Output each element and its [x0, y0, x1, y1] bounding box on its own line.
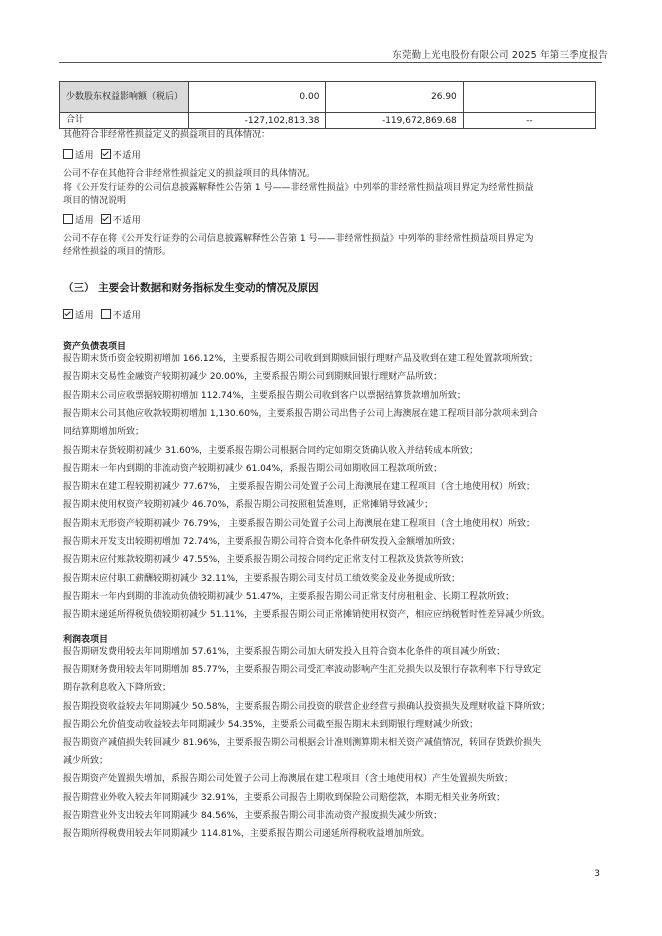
checkbox-applicable: [63, 149, 73, 159]
text-line: 报告期末一年内到期的非流动资产较期初减少 61.04%，系报告期公司如期收回工程款项所致；: [63, 463, 443, 474]
year-to-date-value: -119,672,869.68: [326, 113, 463, 129]
other-items-text: 公司不存在其他符合非经常性损益定义的损益项目的具体情况。: [63, 169, 316, 179]
current-period-value: -127,102,813.38: [189, 113, 326, 129]
row-label: 合计: [60, 113, 189, 129]
not-applicable-label: 不适用: [112, 311, 142, 321]
text-line: 报告期末公司应收票据较期初增加 112.74%，主要系报告期公司收到客户以票据结算货款增加所致；: [63, 390, 466, 401]
text-line: 报告期营业外收入较去年同期减少 32.91%，主要系公司报告上期收到保险公司赔偿款，本期无相关业务所致；: [63, 792, 506, 803]
text-line: 报告期末应付职工薪酬较期初减少 32.11%，主要系报告期公司支付员工绩效奖金及业务提成所致；: [63, 573, 461, 584]
remark-cell: --: [463, 113, 595, 129]
text-line: 报告期末递延所得税负债较期初减少 51.11%，主要系报告期公司正常摊销使用权资产，相应应纳税暂时性差异减少所致。: [63, 610, 551, 621]
checkbox-applicable: [63, 214, 73, 224]
text-line: 报告期公允价值变动收益较去年同期减少 54.35%，主要系公司截至报告期末未到期银行理财减少所致；: [63, 719, 479, 730]
other-items-applicability: [63, 149, 603, 163]
text-line: 报告期末在建工程较期初减少 77.67%， 主要系报告期公司处置子公司上海澳展在建工程项目（含土地使用权）所致；: [63, 482, 536, 493]
text-line: 报告期所得税费用较去年同期减少 114.81%，主要系报告期公司递延所得税收益增加所致。: [63, 829, 430, 839]
text-line: 报告期末货币资金较期初增加 166.12%，主要系报告期公司收到到期赎回银行理财产品及收到在建工程处置款项所致；: [63, 354, 538, 364]
non-recurring-summary-table: [59, 81, 596, 129]
not-applicable-label: 不适用: [112, 216, 142, 226]
applicable-label: 适用: [75, 151, 95, 161]
checkbox-not-applicable: [101, 149, 111, 159]
applicable-label: 适用: [75, 216, 95, 226]
text-line: 报告期末一年内到期的非流动负债较期初减少 51.47%，主要系报告期公司正常支付房租租金、长期工程款所致；: [63, 591, 515, 602]
row-label: 少数股东权益影响额（税后）: [60, 82, 189, 113]
text-line: 报告期资产减值损失转回减少 81.96%，主要系报告期公司根据会计准则测算期末相关资产减值情况，转回存货跌价损失: [63, 738, 542, 748]
table-row: [60, 113, 596, 129]
recurring-intro-line1: 将《公开发行证券的公司信息披露解释性公告第 1 号——非经常性损益》中列举的非经常性损益项目界定为经常性损益: [63, 183, 534, 193]
text-line: 报告期末应付账款较期初减少 47.55%，主要系报告期公司按合同约定正常支付工程款及货款等所致；: [63, 555, 470, 566]
checkbox-not-applicable: [101, 309, 111, 319]
checkbox-not-applicable: [101, 214, 111, 224]
other-items-intro: 其他符合非经常性损益定义的损益项目的具体情况：: [63, 130, 271, 140]
text-line: 报告期投资收益较去年同期减少 50.58%，主要系报告期公司投资的联营企业经营亏损确认投资损失及理财收益下降所致；: [63, 701, 551, 712]
text-line: 报告期末公司其他应收款较期初增加 1,130.60%，主要系报告期公司出售子公司上海澳展在建工程项目部分款项未到合: [63, 408, 538, 419]
section-title: （三） 主要会计数据和财务指标发生变动的情况及原因: [63, 282, 319, 294]
applicable-label: 适用: [75, 311, 95, 321]
recurring-intro-line2: 项目的情况说明: [63, 196, 127, 206]
recurring-applicability: [63, 214, 603, 228]
text-line: 同结算期增加所致；: [63, 427, 145, 438]
page-number: 3: [594, 869, 600, 879]
text-line: 报告期末交易性金融资产较期初减少 20.00%，主要系报告期公司到期赎回银行理财产品所致；: [63, 372, 443, 383]
text-line: 报告期末开发支出较期初增加 72.74%，主要系报告期公司符合资本化条件研发投入金额增加所致；: [63, 537, 461, 547]
page-header: 东莞勤上光电股份有限公司 2025 年第三季度报告: [392, 50, 608, 61]
text-line: 报告期资产处置损失增加，系报告期公司处置子公司上海澳展在建工程项目（含土地使用权）产生处置损失所致；: [63, 774, 514, 785]
not-applicable-label: 不适用: [112, 151, 142, 161]
income-statement-title: 利润表项目: [63, 635, 109, 645]
current-period-value: 0.00: [189, 82, 326, 113]
text-line: 期存款利息收入下降所致；: [63, 683, 172, 694]
balance-sheet-title: 资产负债表项目: [63, 342, 127, 352]
recurring-text-line1: 公司不存在将《公开发行证券的公司信息披露解释性公告第 1 号——非经常性损益》中列举的非经常性损益项目界定为: [63, 234, 534, 244]
section3-applicability: [63, 309, 603, 323]
header-rule: [59, 62, 602, 63]
checkbox-applicable: [63, 309, 73, 319]
table-row: [60, 82, 596, 113]
text-line: 报告期财务费用较去年同期增加 85.77%，主要系报告期公司受汇率波动影响产生汇兑损失以及银行存款利率下行导致定: [63, 665, 542, 676]
text-line: 报告期末使用权资产较期初减少 46.70%，系报告期公司按照租赁准则，正常摊销导致减少；: [63, 500, 434, 511]
recurring-text-line2: 经常性损益的项目的情形。: [63, 247, 172, 257]
text-line: 减少所致；: [63, 756, 109, 767]
remark-cell: [463, 82, 595, 113]
text-line: 报告期研发费用较去年同期增加 57.61%，主要系报告期公司加大研发投入且符合资本化条件的项目减少所致；: [63, 647, 506, 657]
year-to-date-value: 26.90: [326, 82, 463, 113]
text-line: 报告期营业外支出较去年同期减少 84.56%，主要系报告期公司非流动资产报废损失减少所致；: [63, 810, 443, 821]
text-line: 报告期末存货较期初减少 31.60%，主要系报告期公司根据合同约定如期交货确认收入并结转成本所致；: [63, 445, 479, 456]
text-line: 报告期末无形资产较期初减少 76.79%， 主要系报告期公司处置子公司上海澳展在建工程项目（含土地使用权）所致；: [63, 518, 536, 529]
